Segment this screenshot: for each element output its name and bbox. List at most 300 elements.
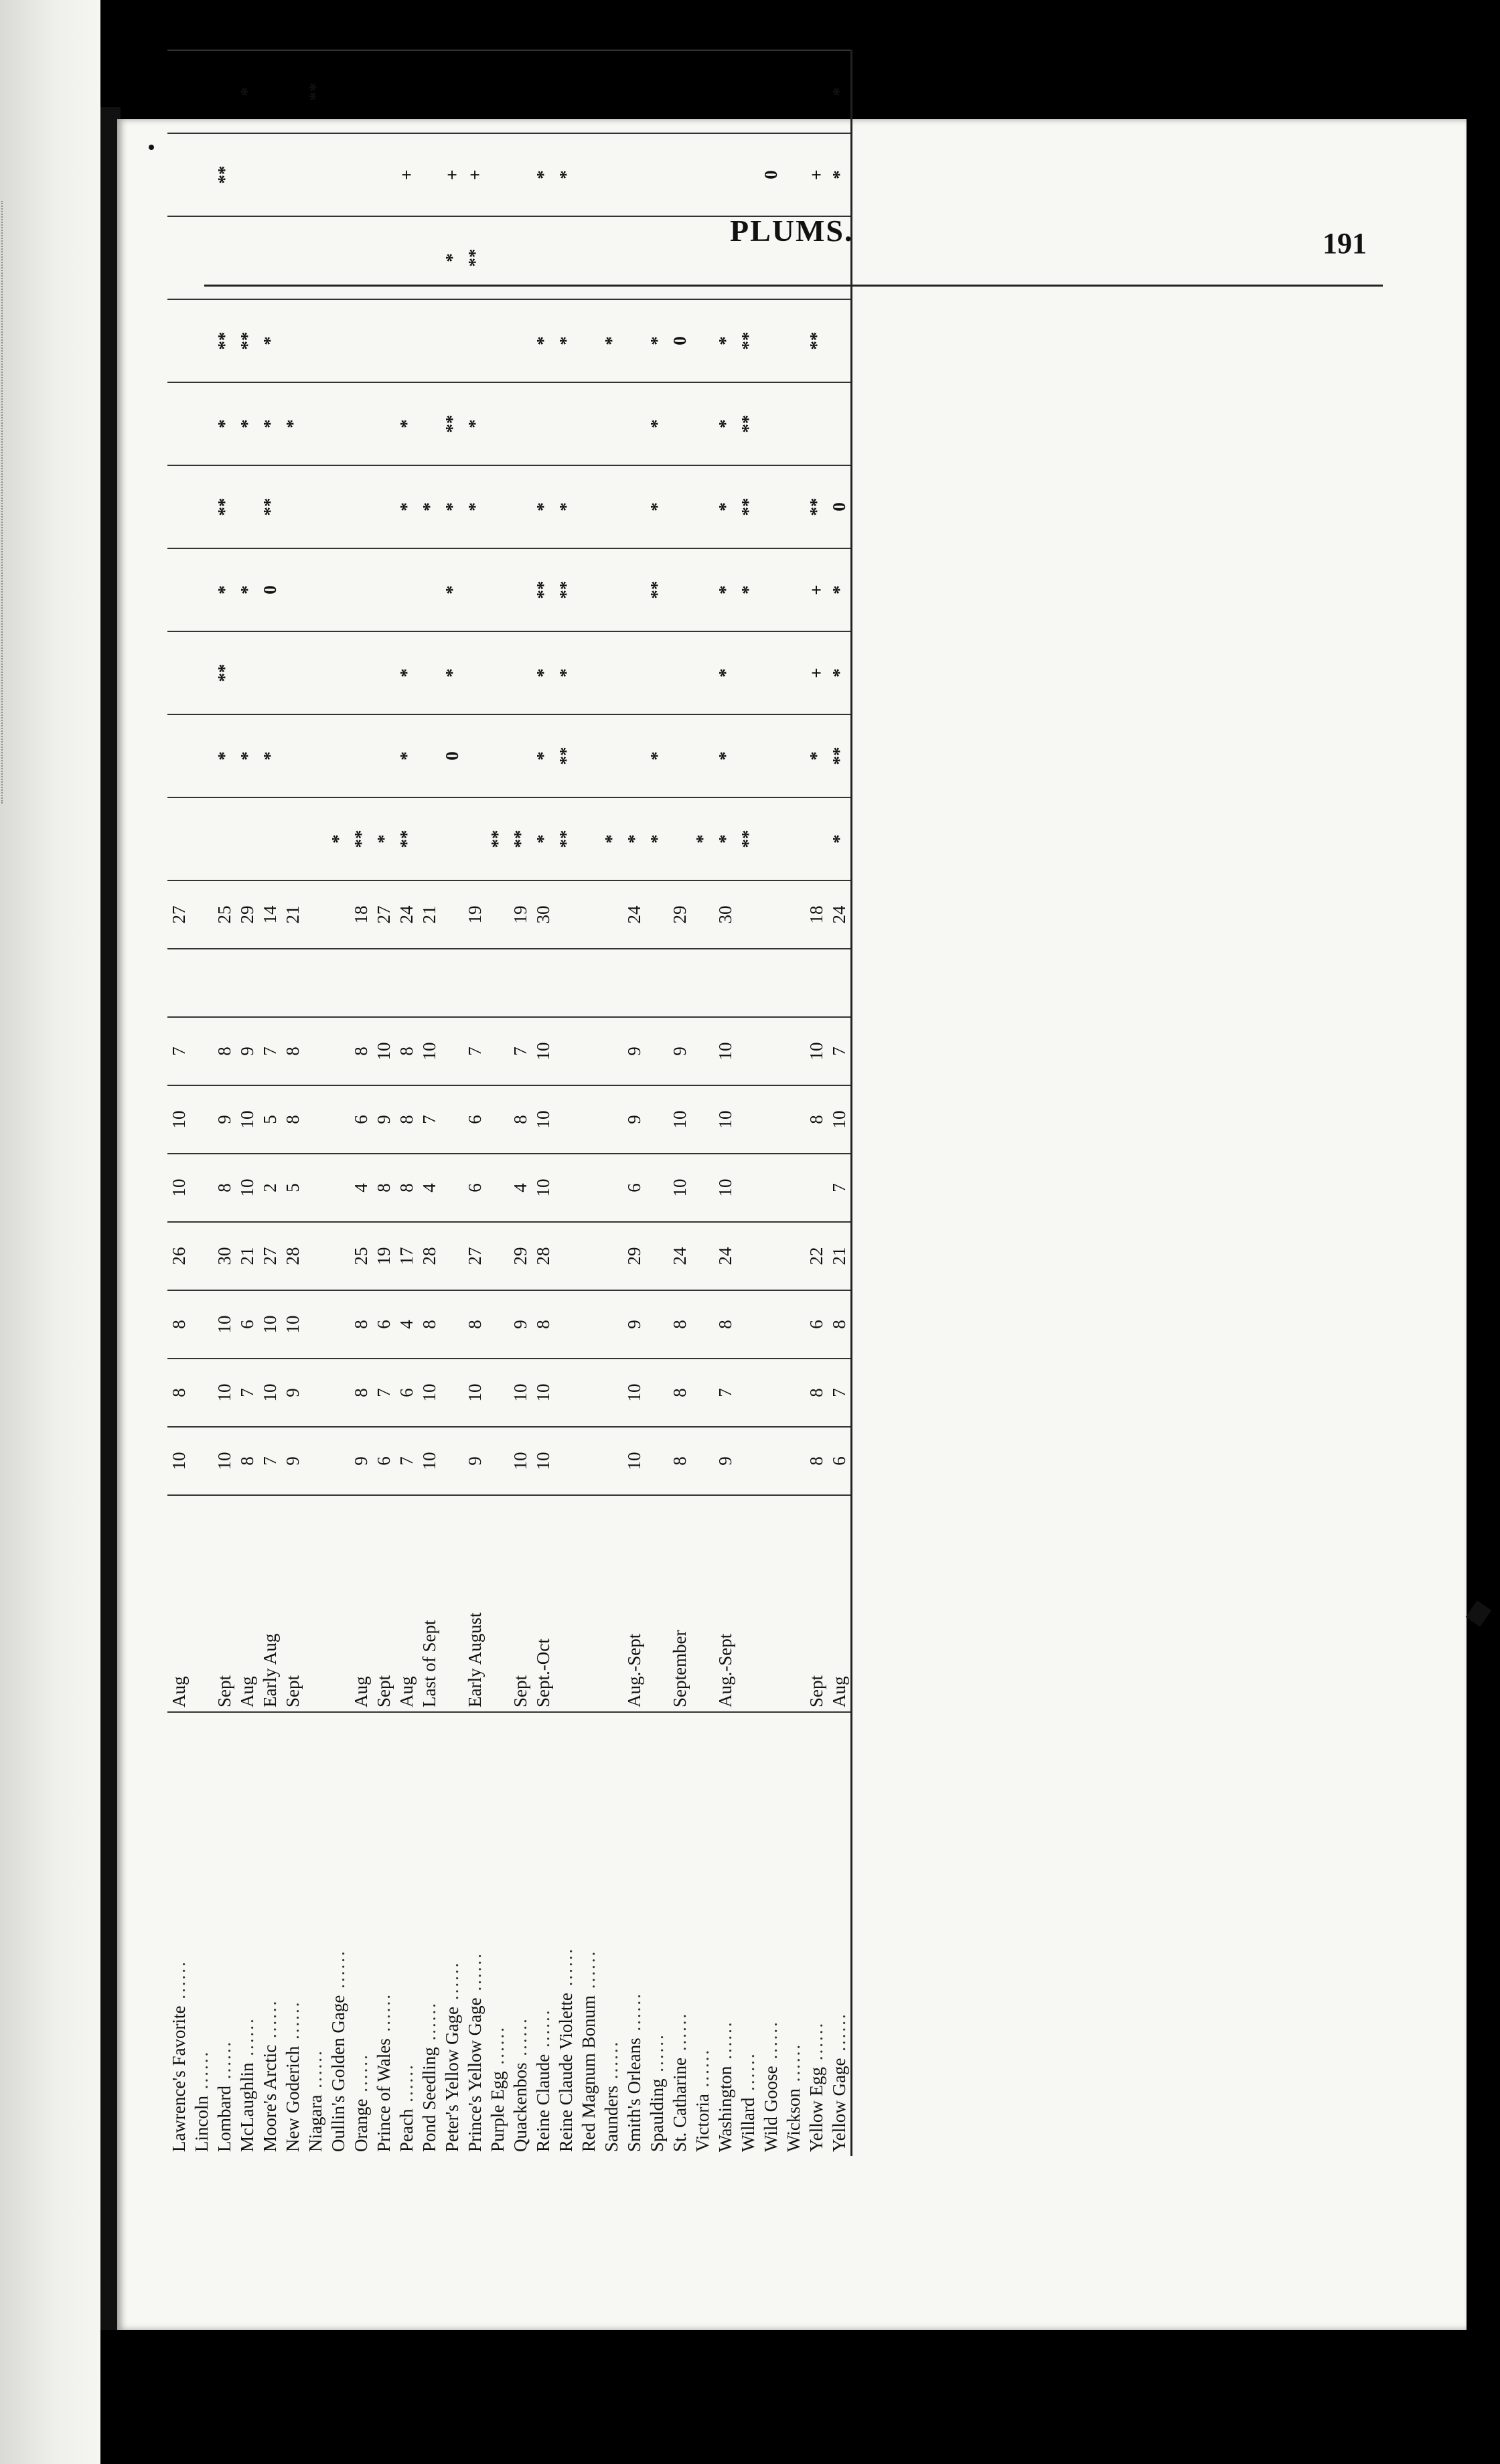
rating-mark-cell-text: ** [305, 82, 325, 101]
rating-mark-cell [805, 133, 828, 216]
score-cell [623, 1222, 646, 1290]
rating-mark-cell [691, 133, 714, 216]
rating-mark-cell [395, 714, 418, 797]
score-cell-text: 10 [169, 1452, 189, 1470]
variety-name-text: Willard [738, 2097, 758, 2152]
dot-leader: ...... [556, 1946, 576, 1993]
score-cell [167, 1017, 190, 1085]
score-cell [737, 1359, 759, 1427]
score-cell [486, 1427, 509, 1495]
table-row [395, 50, 418, 2156]
rating-mark-cell [167, 548, 190, 631]
rating-mark-cell [418, 465, 441, 548]
score-cell [327, 1222, 350, 1290]
rating-mark-cell [668, 714, 691, 797]
rating-mark-cell-text: * [647, 834, 667, 844]
score-cell-text: 24 [670, 1247, 690, 1265]
score-cell [327, 949, 350, 1017]
score-cell [304, 1290, 327, 1359]
season-cell-text: Sept [283, 1675, 303, 1707]
score-cell [486, 1085, 509, 1154]
score-cell [714, 1017, 737, 1085]
score-cell [646, 1359, 668, 1427]
score-cell [782, 1222, 805, 1290]
rating-mark-cell [167, 631, 190, 714]
score-cell [418, 1427, 441, 1495]
rating-mark-cell [486, 216, 509, 299]
rating-mark-cell-text: ** [442, 414, 462, 433]
score-cell [486, 880, 509, 949]
rating-mark-cell [441, 548, 463, 631]
score-cell [236, 1222, 258, 1290]
rating-mark-cell [190, 216, 213, 299]
season-cell [327, 1495, 350, 1712]
score-cell [395, 880, 418, 949]
score-cell [167, 949, 190, 1017]
rating-mark-cell [646, 631, 668, 714]
score-cell [737, 1427, 759, 1495]
rating-mark-cell-text: + [465, 169, 485, 180]
score-cell [486, 1290, 509, 1359]
rating-mark-cell [805, 714, 828, 797]
score-cell [577, 1290, 600, 1359]
rating-mark-cell-text: * [533, 170, 553, 179]
rating-mark-cell [714, 299, 737, 382]
rating-mark-cell-text: * [237, 87, 257, 96]
score-cell [372, 1085, 395, 1154]
rating-mark-cell-text: ** [214, 165, 234, 184]
rating-mark-cell [418, 299, 441, 382]
rating-mark-cell [418, 216, 441, 299]
rating-mark-cell [759, 548, 782, 631]
score-cell [213, 1427, 236, 1495]
score-cell-text: 10 [624, 1452, 644, 1470]
score-cell-text: 10 [670, 1178, 690, 1197]
score-cell [646, 949, 668, 1017]
score-cell [418, 1290, 441, 1359]
score-cell [395, 1085, 418, 1154]
rating-mark-cell [691, 631, 714, 714]
rating-mark-cell [486, 382, 509, 465]
variety-name [714, 1712, 737, 2156]
score-cell [190, 1359, 213, 1427]
rating-mark-cell [327, 797, 350, 880]
rating-mark-cell [167, 382, 190, 465]
rating-mark-cell [327, 50, 350, 133]
score-cell [554, 1222, 577, 1290]
score-cell [782, 880, 805, 949]
score-cell [554, 1427, 577, 1495]
rating-mark-cell [714, 465, 737, 548]
score-cell-text: 29 [510, 1247, 530, 1265]
rating-mark-cell [600, 548, 623, 631]
rating-mark-cell [350, 299, 372, 382]
score-cell [532, 1017, 554, 1085]
rating-mark-cell [441, 216, 463, 299]
score-cell [463, 1427, 486, 1495]
score-cell [828, 1017, 852, 1085]
score-cell [737, 1222, 759, 1290]
rating-mark-cell [532, 216, 554, 299]
score-cell [623, 1085, 646, 1154]
score-cell [509, 1290, 532, 1359]
dot-leader: ...... [761, 2020, 781, 2066]
rating-mark-cell [441, 133, 463, 216]
rating-mark-cell [372, 299, 395, 382]
score-cell [418, 1017, 441, 1085]
score-cell [646, 1017, 668, 1085]
rating-mark-cell [372, 50, 395, 133]
score-cell [213, 1290, 236, 1359]
score-cell [258, 880, 281, 949]
rating-mark-cell [441, 382, 463, 465]
score-cell-text: 8 [806, 1115, 826, 1124]
score-cell-text: 8 [351, 1388, 371, 1397]
score-cell [167, 880, 190, 949]
score-cell-text: 10 [533, 1178, 553, 1197]
score-cell-text: 10 [169, 1178, 189, 1197]
rating-mark-cell [828, 133, 852, 216]
rating-mark-cell [258, 216, 281, 299]
score-cell-text: 10 [260, 1383, 280, 1402]
rating-mark-cell-text: * [715, 419, 735, 429]
rating-mark-cell-text: * [556, 668, 576, 678]
rating-mark-cell-text: * [260, 336, 280, 345]
variety-name [828, 1712, 852, 2156]
rating-mark-cell [281, 797, 304, 880]
variety-name-text: St. Catharine [670, 2058, 690, 2152]
rating-mark-cell [737, 50, 759, 133]
rating-mark-cell-text: * [442, 253, 462, 262]
score-cell [213, 880, 236, 949]
season-cell [463, 1495, 486, 1712]
score-cell-text: 8 [806, 1388, 826, 1397]
score-cell-text: 8 [374, 1183, 394, 1192]
variety-name-text: Lawrence's Favorite [169, 2005, 189, 2152]
variety-name-text: Pond Seedling [419, 2047, 439, 2152]
score-cell [395, 1290, 418, 1359]
rating-mark-cell [236, 465, 258, 548]
score-cell [828, 1222, 852, 1290]
score-cell [372, 1017, 395, 1085]
score-cell [646, 1290, 668, 1359]
rating-mark-cell [532, 50, 554, 133]
score-cell-text: 4 [510, 1183, 530, 1192]
score-cell-text: 10 [715, 1110, 735, 1129]
rating-mark-cell [532, 714, 554, 797]
rating-mark-cell [782, 714, 805, 797]
score-cell [372, 949, 395, 1017]
rating-mark-cell [714, 631, 737, 714]
season-cell-text: Last of Sept [419, 1620, 439, 1707]
rating-mark-cell [623, 382, 646, 465]
variety-name-text: Washington [715, 2066, 735, 2152]
score-cell [714, 1359, 737, 1427]
variety-name-text: Spaulding [647, 2078, 667, 2152]
rating-mark-cell [805, 382, 828, 465]
rating-mark-cell [418, 714, 441, 797]
rating-mark-cell [304, 133, 327, 216]
rating-mark-cell [258, 299, 281, 382]
score-cell [327, 880, 350, 949]
rating-mark-cell-text: * [260, 751, 280, 761]
rating-mark-cell-text: * [533, 502, 553, 512]
rating-mark-cell-text: ** [214, 664, 234, 682]
rating-mark-cell [782, 797, 805, 880]
rating-mark-cell [372, 382, 395, 465]
rating-mark-cell [691, 714, 714, 797]
rating-mark-cell [646, 465, 668, 548]
score-cell-text: 6 [624, 1183, 644, 1192]
rating-mark-cell [714, 382, 737, 465]
rating-mark-cell [714, 548, 737, 631]
variety-name-text: Orange [351, 2098, 371, 2152]
score-cell [577, 949, 600, 1017]
rating-mark-cell-text: * [237, 585, 257, 595]
score-cell [600, 880, 623, 949]
rating-mark-cell-text: * [419, 502, 439, 512]
score-cell [828, 949, 852, 1017]
rating-mark-cell [350, 548, 372, 631]
rating-mark-cell [167, 797, 190, 880]
score-cell [304, 949, 327, 1017]
rating-mark-cell [304, 797, 327, 880]
season-cell [236, 1495, 258, 1712]
score-cell-text: 9 [351, 1456, 371, 1466]
rating-mark-cell [828, 465, 852, 548]
score-cell [691, 1017, 714, 1085]
rating-mark-cell-text: * [601, 834, 621, 844]
variety-name-text: Prince's Yellow Gage [465, 1997, 485, 2152]
rating-mark-cell [509, 216, 532, 299]
score-cell [327, 1017, 350, 1085]
season-cell [600, 1495, 623, 1712]
rating-mark-cell [623, 714, 646, 797]
score-cell [668, 1359, 691, 1427]
rating-mark-cell [372, 797, 395, 880]
variety-name [782, 1712, 805, 2156]
score-cell [441, 1359, 463, 1427]
table-row [350, 50, 372, 2156]
score-cell [304, 1359, 327, 1427]
rating-mark-cell [327, 714, 350, 797]
score-cell [828, 1290, 852, 1359]
score-cell [623, 880, 646, 949]
score-cell [805, 1290, 828, 1359]
rating-mark-cell [759, 797, 782, 880]
rating-mark-cell [281, 216, 304, 299]
score-cell-text: 21 [419, 905, 439, 924]
rating-mark-cell [167, 50, 190, 133]
score-cell-text: 18 [806, 905, 826, 924]
rating-mark-cell [737, 465, 759, 548]
score-cell [805, 949, 828, 1017]
season-cell [737, 1495, 759, 1712]
score-cell [805, 1017, 828, 1085]
score-cell [281, 880, 304, 949]
rating-mark-cell-text: * [328, 834, 348, 844]
rating-mark-cell [350, 133, 372, 216]
variety-name [190, 1712, 213, 2156]
score-cell [213, 949, 236, 1017]
score-cell [258, 1359, 281, 1427]
score-cell-text: 24 [624, 905, 644, 924]
score-cell-text: 7 [419, 1115, 439, 1124]
variety-name-text: Moore's Arctic [260, 2044, 280, 2152]
rating-mark-cell-text: ** [214, 331, 234, 350]
table-row [600, 50, 623, 2156]
score-cell [372, 1290, 395, 1359]
dot-leader: ...... [670, 2011, 690, 2058]
rating-mark-cell [236, 548, 258, 631]
rating-mark-cell-text: + [806, 585, 826, 595]
rating-mark-cell [782, 299, 805, 382]
variety-name [486, 1712, 509, 2156]
rating-mark-cell-text: * [601, 336, 621, 345]
dot-leader: ...... [237, 2017, 257, 2063]
score-cell-text: 10 [214, 1452, 234, 1470]
rating-mark-cell [463, 382, 486, 465]
score-cell-text: 29 [670, 905, 690, 924]
table-row [623, 50, 646, 2156]
rating-mark-cell [258, 133, 281, 216]
season-cell-text: Sept [214, 1675, 234, 1707]
rating-mark-cell [554, 548, 577, 631]
score-cell-text: 7 [829, 1183, 849, 1192]
score-cell [737, 1154, 759, 1222]
rating-mark-cell-text: ** [510, 830, 530, 848]
score-cell [782, 1017, 805, 1085]
dot-leader: ...... [214, 2039, 234, 2086]
rating-mark-cell [372, 631, 395, 714]
season-cell [759, 1495, 782, 1712]
rating-mark-cell [623, 548, 646, 631]
score-cell [577, 1017, 600, 1085]
season-cell-text: Sept [374, 1675, 394, 1707]
score-cell [190, 1017, 213, 1085]
score-cell [600, 1222, 623, 1290]
rating-mark-cell [668, 133, 691, 216]
rating-mark-cell [281, 299, 304, 382]
rating-mark-cell [691, 548, 714, 631]
score-cell [213, 1222, 236, 1290]
score-cell [167, 1359, 190, 1427]
score-cell [737, 1017, 759, 1085]
score-cell [691, 949, 714, 1017]
score-cell-text: 10 [806, 1042, 826, 1061]
score-cell-text: 9 [715, 1456, 735, 1466]
table-row [646, 50, 668, 2156]
score-cell-text: 10 [260, 1315, 280, 1334]
score-cell [190, 949, 213, 1017]
score-cell [532, 1427, 554, 1495]
variety-name-text: Niagara [305, 2094, 325, 2152]
rating-mark-cell [805, 465, 828, 548]
variety-name [236, 1712, 258, 2156]
score-cell-text: 9 [283, 1456, 303, 1466]
rating-mark-cell [486, 299, 509, 382]
rating-mark-cell [600, 50, 623, 133]
score-cell [304, 880, 327, 949]
rating-mark-cell [213, 465, 236, 548]
rating-mark-cell [281, 382, 304, 465]
season-cell [395, 1495, 418, 1712]
score-cell [828, 880, 852, 949]
score-cell-text: 7 [510, 1047, 530, 1056]
score-cell-text: 21 [237, 1247, 257, 1265]
rating-mark-cell [327, 133, 350, 216]
table-row [828, 50, 852, 2156]
rating-mark-cell-text: ** [806, 497, 826, 516]
rating-mark-cell [828, 382, 852, 465]
rating-mark-cell [236, 50, 258, 133]
rating-mark-cell-text: * [396, 419, 417, 429]
score-cell [759, 949, 782, 1017]
score-cell-text: 5 [283, 1183, 303, 1192]
score-cell [463, 1222, 486, 1290]
score-cell-text: 7 [260, 1047, 280, 1056]
score-cell [577, 1154, 600, 1222]
rating-mark-cell-text: ** [647, 581, 667, 599]
score-cell-text: 7 [465, 1047, 485, 1056]
score-cell-text: 10 [169, 1110, 189, 1129]
season-cell [509, 1495, 532, 1712]
rating-mark-cell-text: * [396, 668, 417, 678]
score-cell-text: 7 [829, 1047, 849, 1056]
dot-leader: ...... [169, 1960, 189, 2006]
score-cell-text: 10 [419, 1452, 439, 1470]
table-row [463, 50, 486, 2156]
score-cell [213, 1154, 236, 1222]
rating-mark-cell-text: * [237, 419, 257, 429]
dot-leader: ...... [829, 2012, 849, 2058]
score-cell [281, 949, 304, 1017]
table-row [327, 50, 350, 2156]
rating-mark-cell-text: ** [556, 830, 576, 848]
score-cell [714, 1290, 737, 1359]
rating-mark-cell [463, 714, 486, 797]
rating-mark-cell-text: ** [351, 830, 371, 848]
score-cell [646, 1085, 668, 1154]
rating-mark-cell-text: * [715, 751, 735, 761]
rating-mark-cell [646, 299, 668, 382]
dot-leader: ...... [465, 1952, 485, 1998]
rating-mark-cell [691, 465, 714, 548]
rating-mark-cell [600, 133, 623, 216]
rating-mark-cell [167, 299, 190, 382]
score-cell [418, 1085, 441, 1154]
score-cell-text: 30 [715, 905, 735, 924]
score-cell-text: 10 [715, 1042, 735, 1061]
score-cell [190, 1222, 213, 1290]
rating-mark-cell [213, 548, 236, 631]
score-cell [327, 1085, 350, 1154]
score-cell [600, 949, 623, 1017]
rating-mark-cell-text: ** [556, 747, 576, 765]
rating-mark-cell [509, 631, 532, 714]
score-cell-text: 8 [237, 1456, 257, 1466]
score-cell [668, 1222, 691, 1290]
rating-mark-cell [350, 714, 372, 797]
rating-mark-cell [258, 382, 281, 465]
score-cell [577, 1222, 600, 1290]
score-cell [304, 1017, 327, 1085]
score-cell [828, 1085, 852, 1154]
rating-mark-cell [691, 382, 714, 465]
variety-name-text: Lincoln [192, 2096, 212, 2152]
score-cell [646, 1427, 668, 1495]
rating-mark-cell-text: * [237, 751, 257, 761]
